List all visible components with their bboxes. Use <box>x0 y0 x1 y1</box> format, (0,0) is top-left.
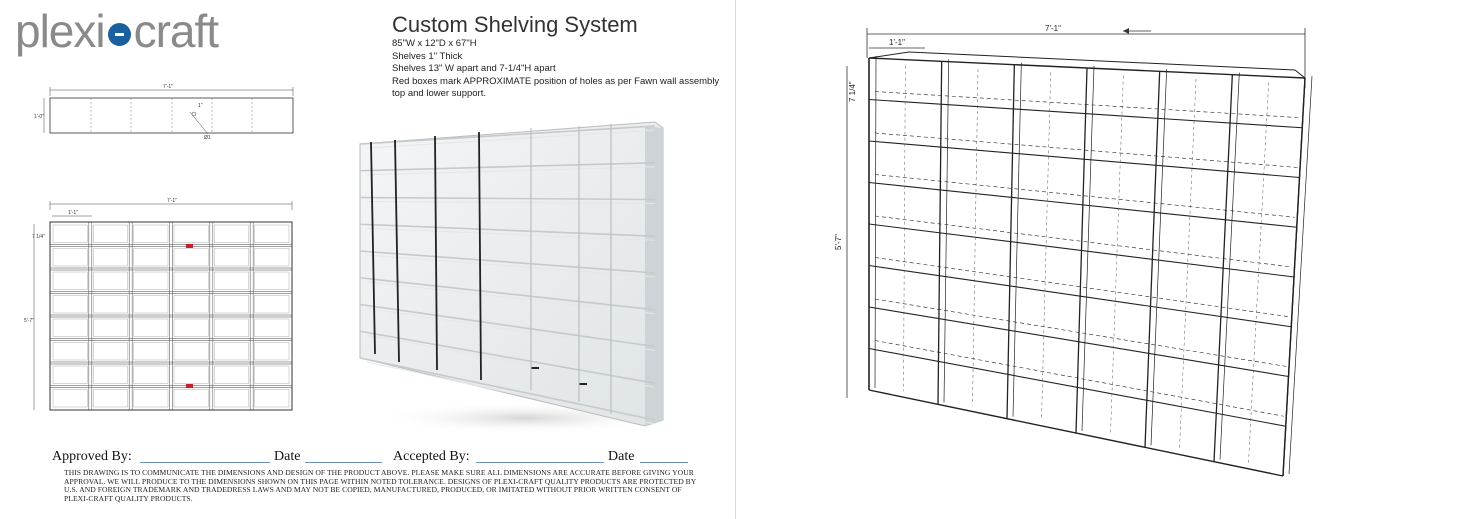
shelving-sketch <box>833 18 1433 488</box>
plexi-craft-logo <box>15 4 218 58</box>
top-view-hole-label: Ø1 <box>204 135 211 140</box>
sketch-shelf-gap-label: 7 1/4" <box>848 81 857 102</box>
sketch-width-label: 7'-1" <box>1045 24 1061 33</box>
page-title: Custom Shelving System <box>392 12 638 37</box>
front-view-width-label: 7'-1" <box>167 198 177 204</box>
sketch-height-label: 5'-7" <box>834 234 843 250</box>
date-line-2[interactable] <box>640 462 688 463</box>
front-view-shelf-gap-label: 7 1/4" <box>32 234 45 240</box>
hole-marker-bottom <box>186 384 193 388</box>
accepted-by-label: Accepted By: <box>393 449 470 464</box>
legal-disclaimer: THIS DRAWING IS TO COMMUNICATE THE DIMENSIONS AND DESIGN OF THE PRODUCT ABOVE. PLEASE MAKE SURE ALL DIMENSIONS ARE ACCURATE BEFORE GIVING YOUR APPROVAL. WE WILL PRODUCE TO THE DIMENSIONS SHOWN ON THIS PAGE WITHIN NOTED TOLERANCE. DESIGNS OF PLEXI-CRAFT QUALITY PRODUCTS ARE PROTECTED BY U.S. AND FOREIGN TRADEMARK AND TRADEDRESS LAWS AND MAY NOT BE COPIED, MANUFACTURED, PRODUCED, OR IMITATED WITHOUT PRIOR WRITTEN CONSENT OF PLEXI-CRAFT QUALITY PRODUCTS. <box>64 468 697 503</box>
logo-text-left: plexi <box>15 5 105 57</box>
spec-notes <box>392 38 732 101</box>
front-view-drawing <box>24 196 298 416</box>
spec-dimensions: 85"W x 12"D x 67"H <box>392 38 477 49</box>
top-view-width-label: 7'-1" <box>163 84 173 90</box>
approved-by-line[interactable] <box>140 462 270 463</box>
top-view-drawing <box>28 80 298 140</box>
approved-by-label: Approved By: <box>52 449 132 464</box>
logo-text-right: craft <box>133 5 219 57</box>
accepted-by-line[interactable] <box>476 462 604 463</box>
date-label: Date <box>274 449 301 464</box>
logo-dot-icon <box>108 23 131 46</box>
spec-shelf-spacing: Shelves 13" W apart and 7-1/4"H apart <box>392 63 556 74</box>
top-view-hole-offset: 1" <box>198 103 203 109</box>
top-view-depth-label: 1'-0" <box>34 114 44 120</box>
spec-hole-note: Red boxes mark APPROXIMATE position of holes as per Fawn wall assembly top and lower support. <box>392 75 720 99</box>
spec-shelf-thickness: Shelves 1" Thick <box>392 50 463 62</box>
shelving-render <box>355 118 667 438</box>
sketch-spacing-label: 1'-1" <box>889 38 905 47</box>
date-line[interactable] <box>305 462 382 463</box>
front-view-spacing-label: 1'-1" <box>68 210 78 216</box>
date-label-2: Date <box>608 449 635 464</box>
front-view-height-label: 5'-7" <box>24 318 34 324</box>
sketch-panel <box>737 0 1467 519</box>
hole-marker-top <box>186 244 193 248</box>
